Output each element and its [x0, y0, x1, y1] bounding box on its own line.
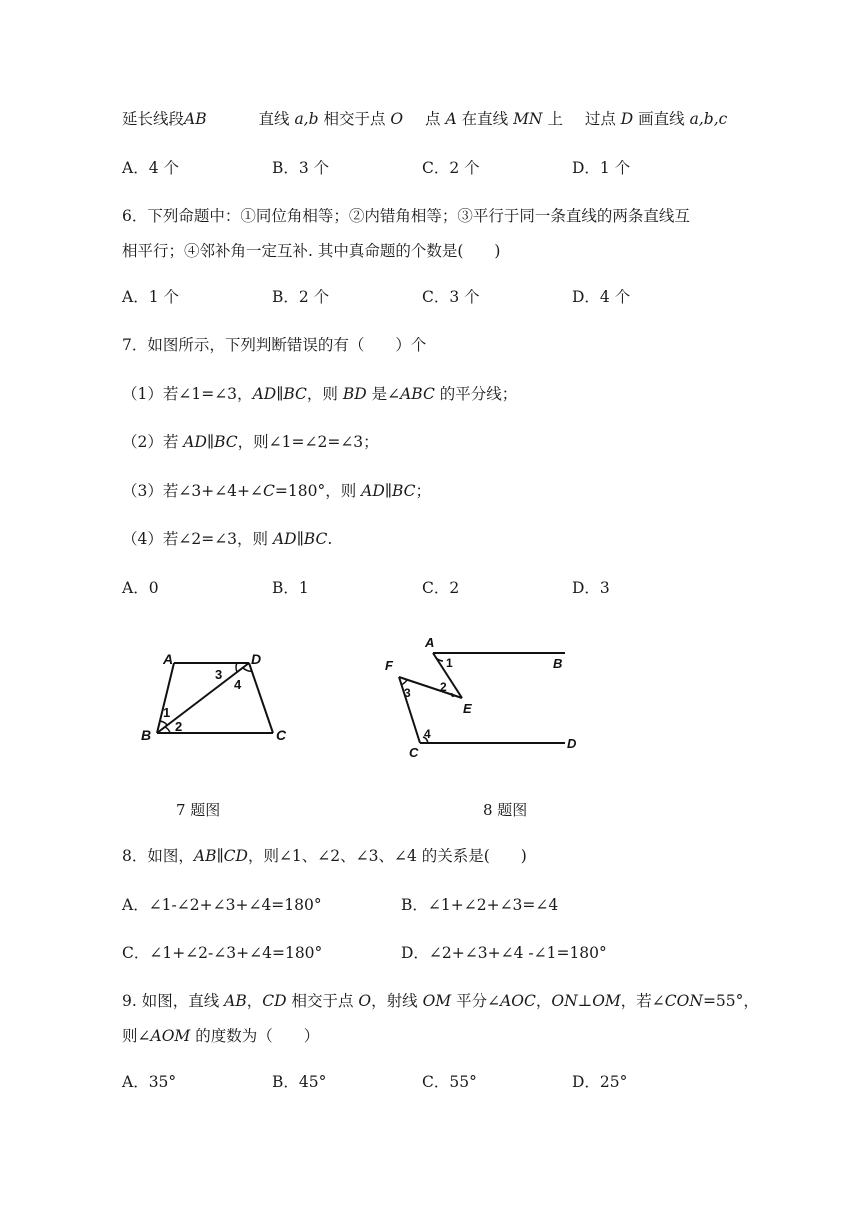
- q9-option-b[interactable]: B．45°: [272, 1073, 327, 1091]
- label-angle-2: 2: [440, 680, 447, 694]
- label-E: E: [463, 701, 472, 716]
- q8-stem: 8．如图，AB∥CD，则∠1、∠2、∠3、∠4 的关系是( ): [122, 847, 527, 865]
- q7-option-d[interactable]: D．3: [572, 579, 610, 597]
- q6-option-b[interactable]: B．2 个: [272, 288, 330, 306]
- segment-dc: [249, 663, 273, 733]
- arc-angle-3: [401, 680, 407, 685]
- label-B: B: [141, 727, 152, 743]
- label-angle-1: 1: [446, 656, 453, 670]
- q8-option-d[interactable]: D．∠2+∠3+∠4 -∠1=180°: [401, 944, 607, 962]
- q5-option-a[interactable]: A．4 个: [122, 159, 179, 177]
- q7-statement-3: （3）若∠3+∠4+∠C=180°，则 AD∥BC；: [122, 482, 432, 500]
- label-angle-4: 4: [424, 727, 431, 741]
- label-angle-2: 2: [175, 719, 183, 734]
- q5-labels-row: 延长线段AB 直线 a,b 相交于点 O 点 A 在直线 MN 上 过点 D 画直线 a,b,c: [122, 110, 728, 128]
- q5-option-c[interactable]: C．2 个: [422, 159, 480, 177]
- label-angle-3: 3: [215, 667, 223, 682]
- q8-option-c[interactable]: C．∠1+∠2-∠3+∠4=180°: [122, 944, 323, 962]
- q7-statement-4: （4）若∠2=∠3，则 AD∥BC.: [122, 530, 333, 548]
- label-angle-3: 3: [404, 686, 411, 700]
- label-A: A: [425, 635, 435, 650]
- q6-stem-line2: 相平行；④邻补角一定互补. 其中真命题的个数是( ): [122, 242, 501, 260]
- arc-angle-3: [236, 663, 237, 672]
- q9-stem-line2: 则∠AOM 的度数为（ ）: [122, 1027, 320, 1045]
- q6-option-d[interactable]: D．4 个: [572, 288, 631, 306]
- label-A: A: [163, 651, 174, 667]
- label-D: D: [567, 736, 577, 751]
- q7-stem: 7．如图所示，下列判断错误的有（ ）个: [122, 336, 427, 354]
- figure-8-parallel-lines: [375, 633, 585, 763]
- q9-option-d[interactable]: D．25°: [572, 1073, 628, 1091]
- figure-7-trapezoid: [135, 645, 295, 750]
- label-F: F: [385, 658, 393, 673]
- q7-option-b[interactable]: B．1: [272, 579, 309, 597]
- q7-option-c[interactable]: C．2: [422, 579, 460, 597]
- label-D: D: [251, 651, 262, 667]
- q5-option-b[interactable]: B．3 个: [272, 159, 330, 177]
- q8-option-b[interactable]: B．∠1+∠2+∠3=∠4: [401, 896, 559, 914]
- label-C: C: [276, 727, 287, 743]
- q7-statement-2: （2）若 AD∥BC，则∠1=∠2=∠3；: [122, 433, 379, 451]
- q9-option-a[interactable]: A．35°: [122, 1073, 177, 1091]
- label-C: C: [409, 745, 419, 760]
- q6-option-c[interactable]: C．3 个: [422, 288, 480, 306]
- q6-option-a[interactable]: A．1 个: [122, 288, 179, 306]
- q7-option-a[interactable]: A．0: [122, 579, 159, 597]
- label-B: B: [553, 656, 563, 671]
- arc-angle-1: [160, 721, 167, 725]
- label-angle-1: 1: [163, 705, 171, 720]
- q9-stem-line1: 9. 如图，直线 AB，CD 相交于点 O，射线 OM 平分∠AOC，ON⊥OM，若∠CON=55°，: [122, 992, 759, 1010]
- figure-7-caption: 7 题图: [176, 801, 221, 819]
- q9-option-c[interactable]: C．55°: [422, 1073, 477, 1091]
- q7-statement-1: （1）若∠1=∠3，AD∥BC，则 BD 是∠ABC 的平分线；: [122, 385, 518, 403]
- figure-8-caption: 8 题图: [483, 801, 528, 819]
- label-angle-4: 4: [234, 677, 242, 692]
- q8-option-a[interactable]: A．∠1-∠2+∠3+∠4=180°: [122, 896, 322, 914]
- q5-option-d[interactable]: D．1 个: [572, 159, 631, 177]
- q6-stem-line1: 6．下列命题中：①同位角相等；②内错角相等；③平行于同一条直线的两条直线互: [122, 207, 690, 225]
